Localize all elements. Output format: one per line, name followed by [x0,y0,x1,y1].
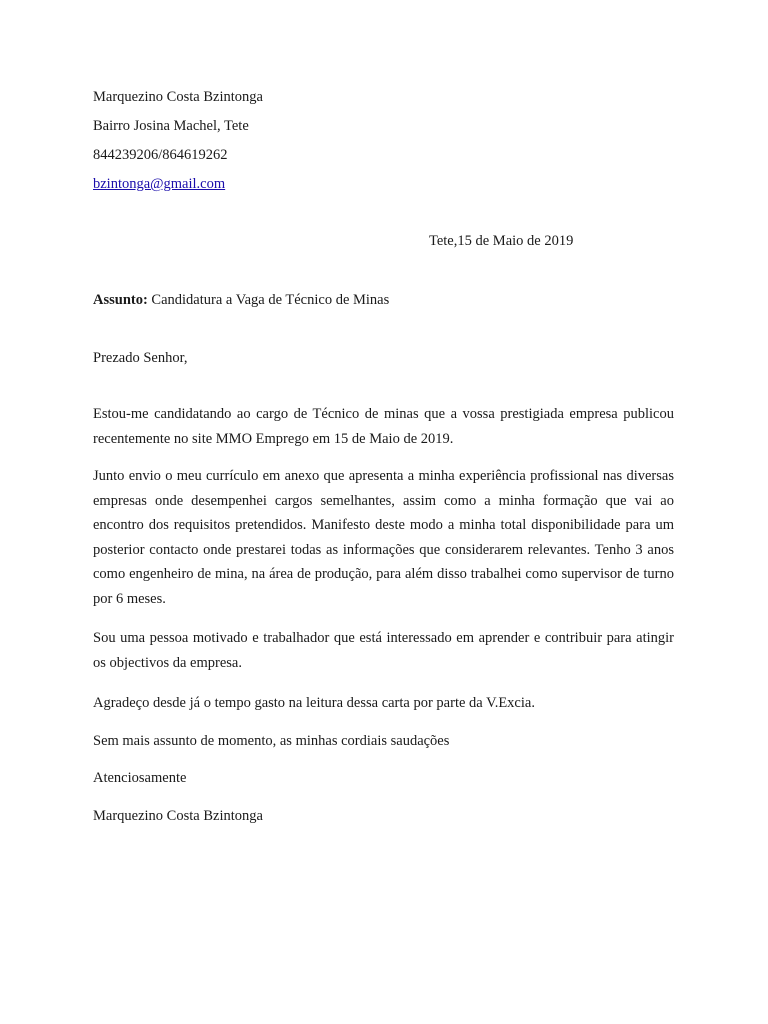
body-paragraph-3: Sou uma pessoa motivado e trabalhador que está interessado em aprender e contribuir para atingir os objectivos da empresa. [93,630,674,671]
body-paragraph-2: Junto envio o meu currículo em anexo que apresenta a minha experiência profissional nas diversas empresas onde desempenhei cargos semelhantes, assim como a minha formação que vai ao encontro dos requisitos pretendidos. Manifesto deste modo a minha total disponibilidade para um posterior contacto onde prestarei todas as informações que considerarem relevantes. Tenho 3 anos como engenheiro de mina, na área de produção, para além disso trabalhei como supervisor de turno por 6 meses. [93,468,674,607]
subject-label: Assunto: [93,292,148,308]
closing-line-regards: Sem mais assunto de momento, as minhas cordiais saudações [93,733,450,749]
sender-phone: 844239206/864619262 [93,147,228,163]
letter-date: Tete,15 de Maio de 2019 [429,233,574,249]
subject-line [93,291,389,309]
signature-name: Marquezino Costa Bzintonga [93,808,263,824]
sender-name: Marquezino Costa Bzintonga [93,89,263,105]
sender-email-link[interactable]: bzintonga@gmail.com [93,176,226,192]
body-paragraph-1: Estou-me candidatando ao cargo de Técnico de minas que a vossa prestigiada empresa publicou recentemente no site MMO Emprego em 15 de Maio de 2019. [93,406,674,447]
closing-line-thanks: Agradeço desde já o tempo gasto na leitura dessa carta por parte da V.Excia. [93,695,535,711]
closing-line-sincerely: Atenciosamente [93,770,187,786]
sender-address: Bairro Josina Machel, Tete [93,118,249,134]
greeting: Prezado Senhor, [93,350,188,366]
subject-text: Candidatura a Vaga de Técnico de Minas [151,292,390,308]
